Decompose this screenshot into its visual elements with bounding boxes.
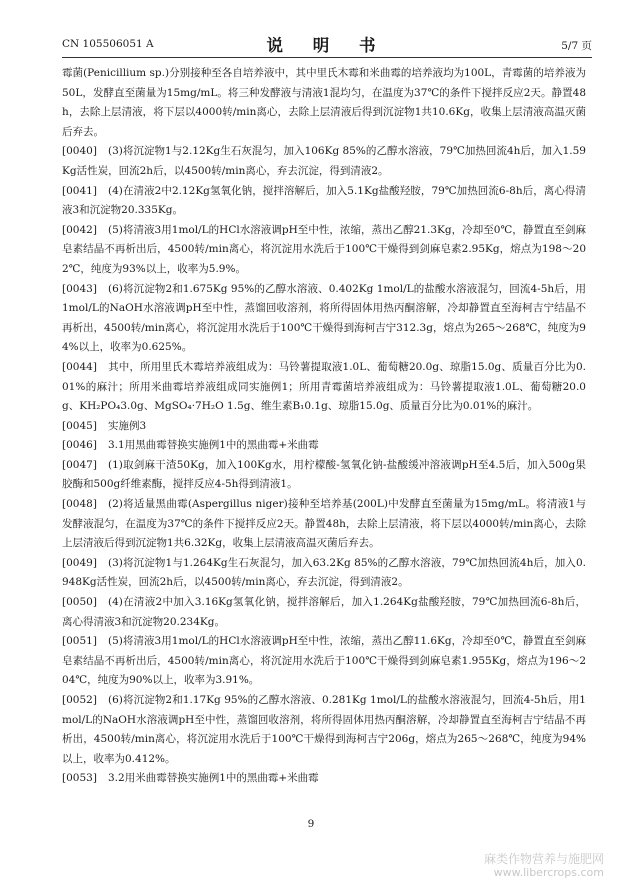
paragraph	[62, 358, 586, 417]
paragraph-number: [0040]	[62, 145, 97, 158]
paragraph	[62, 417, 586, 437]
paragraph-number: [0045]	[62, 419, 97, 432]
paragraph-number: [0047]	[62, 458, 97, 471]
paragraph	[62, 554, 586, 593]
paragraph-list	[62, 142, 586, 789]
paragraph	[62, 632, 586, 691]
paragraph-text: 3.1用黑曲霉替换实施例1中的黑曲霉+米曲霉	[108, 439, 319, 452]
paragraph-text: (5)将清液3用1mol/L的HCl水溶液调pH至中性，浓缩，蒸出乙醇11.6Kg，冷却至0℃，静置直至剑麻皂素结晶不再析出后，4500转/min离心，将沉淀用水洗后于100℃干燥得到剑麻皂素1.955Kg，熔点为196～204℃，纯度为90%以上，收率为3.91%。	[62, 635, 586, 687]
paragraph-text: (4)在清液2中2.12Kg氢氧化钠，搅拌溶解后，加入5.1Kg盐酸羟胺，79℃加热回流6-8h后，离心得清液3和沉淀物20.335Kg。	[62, 184, 586, 217]
paragraph	[62, 593, 586, 632]
paragraph	[62, 280, 586, 358]
paragraph	[62, 221, 586, 280]
paragraph	[62, 182, 586, 221]
paragraph-text: 3.2用米曲霉替换实施例1中的黑曲霉+米曲霉	[108, 772, 319, 785]
paragraph-number: [0050]	[62, 596, 97, 609]
paragraph-number: [0042]	[62, 223, 97, 236]
page-header	[62, 32, 592, 56]
paragraph-text: (4)在清液2中加入3.16Kg氢氧化钠，搅拌溶解后，加入1.264Kg盐酸羟胺，79℃加热回流6-8h后，离心得清液3和沉淀物20.234Kg。	[62, 596, 586, 628]
paragraph	[62, 142, 586, 181]
paragraph-number: [0049]	[62, 556, 97, 569]
paragraph	[62, 495, 586, 554]
page-of-total: 5/7 页	[561, 40, 592, 52]
paragraph-text: 实施例3	[108, 419, 147, 432]
paragraph	[62, 769, 586, 789]
paragraph-text: (6)将沉淀物2和1.17Kg 95%的乙醇水溶液、0.281Kg 1mol/L的盐酸水溶液混匀，回流4-5h后，用1mol/L的NaOH水溶液调pH至中性，蒸馏回收溶剂，将所得固体用热丙酮溶解，冷却静置直至海柯吉宁结晶不再析出，4500转/min离心，将沉淀用水洗后于100℃干燥得到海柯吉宁206g，熔点为265～268℃，纯度为94%以上，收率为0.412%。	[62, 694, 586, 765]
paragraph-text: (1)取剑麻干渣50Kg，加入100Kg水，用柠檬酸-氢氧化钠-盐酸缓冲溶液调pH至4.5后，加入500g果胶酶和500g纤维素酶，搅拌反应4-5h得到清液1。	[62, 458, 586, 491]
document-body	[62, 64, 586, 789]
paragraph-text: (3)将沉淀物1与2.12Kg生石灰混匀，加入106Kg 85%的乙醇水溶液，79℃加热回流4h后，加入1.59Kg活性炭，回流2h后，以4500转/min离心，弃去沉淀，得到清液2。	[62, 145, 586, 177]
intro-paragraph: 霉菌(Penicillium sp.)分别接种至各自培养液中，其中里氏木霉和米曲霉的培养液均为100L，青霉菌的培养液为50L，发酵直至菌量为15mg/mL。将三种发酵液与清液1混均匀，在温度为37℃的条件下搅拌反应2天。静置48h，去除上层清液，将下层以4000转/min离心，去除上层清液后得到沉淀物1共10.6Kg，收集上层清液高温灭菌后弃去。	[62, 67, 586, 138]
watermark-site-url: www.libercrops.com	[493, 866, 604, 879]
paragraph-number: [0041]	[62, 184, 97, 197]
paragraph-text: (5)将清液3用1mol/L的HCl水溶液调pH至中性，浓缩，蒸出乙醇21.3Kg，冷却至0℃，静置直至剑麻皂素结晶不再析出后，4500转/min离心，将沉淀用水洗后于100℃干燥得到剑麻皂素2.95Kg，熔点为198～202℃，纯度为93%以上，收率为5.9%。	[62, 223, 586, 275]
paragraph-number: [0043]	[62, 282, 97, 295]
paragraph-number: [0048]	[62, 498, 97, 511]
paragraph	[62, 691, 586, 769]
paragraph-number: [0044]	[62, 360, 97, 373]
page-number: 9	[307, 818, 315, 830]
paragraph-number: [0052]	[62, 694, 97, 706]
paragraph-number: [0051]	[62, 635, 97, 648]
patent-number: CN 105506051 A	[62, 38, 154, 50]
header-divider	[62, 57, 592, 58]
paragraph	[62, 436, 586, 456]
paragraph-text: (2)将适量黑曲霉(Aspergillus niger)接种至培养基(200L)中发酵直至菌量为15mg/mL。将清液1与发酵液混匀，在温度为37℃的条件下搅拌反应2天。静置48h，去除上层清液，将下层以4000转/min离心，去除上层清液后得到沉淀物1共6.32Kg，收集上层清液高温灭菌后弃去。	[62, 498, 586, 550]
paragraph-text: (3)将沉淀物1与1.264Kg生石灰混匀，加入63.2Kg 85%的乙醇水溶液，79℃加热回流4h后，加入0.948Kg活性炭，回流2h后，以4500转/min离心，弃去沉淀，得到清液2。	[62, 556, 586, 589]
document-title: 说 明 书	[266, 36, 388, 55]
watermark-site-name: 麻类作物营养与施肥网	[483, 852, 604, 866]
paragraph-number: [0046]	[62, 439, 97, 452]
paragraph-text: 其中，所用里氏木霉培养液组成为：马铃薯提取液1.0L、葡萄糖20.0g、琼脂15.0g、质量百分比为0.01%的麻汁；所用米曲霉培养液组成同实施例1；所用青霉菌培养液组成为：马铃薯提取液1.0L、葡萄糖20.0g、KH₂PO₄3.0g、MgSO₄·7H₂O 1.5g、维生素B₁0.1g、琼脂15.0g、质量百分比为0.01%的麻汁。	[62, 360, 586, 413]
paragraph	[62, 456, 586, 495]
paragraph-number: [0053]	[62, 772, 97, 785]
paragraph-text: (6)将沉淀物2和1.675Kg 95%的乙醇水溶液、0.402Kg 1mol/L的盐酸水溶液混匀，回流4-5h后，用1mol/L的NaOH水溶液调pH至中性，蒸馏回收溶剂，将所得固体用热丙酮溶解，冷却静置直至海柯吉宁结晶不再析出，4500转/min离心，将沉淀用水洗后于100℃干燥得到海柯吉宁312.3g，熔点为265～268℃，纯度为94%以上，收率为0.625%。	[62, 282, 586, 354]
